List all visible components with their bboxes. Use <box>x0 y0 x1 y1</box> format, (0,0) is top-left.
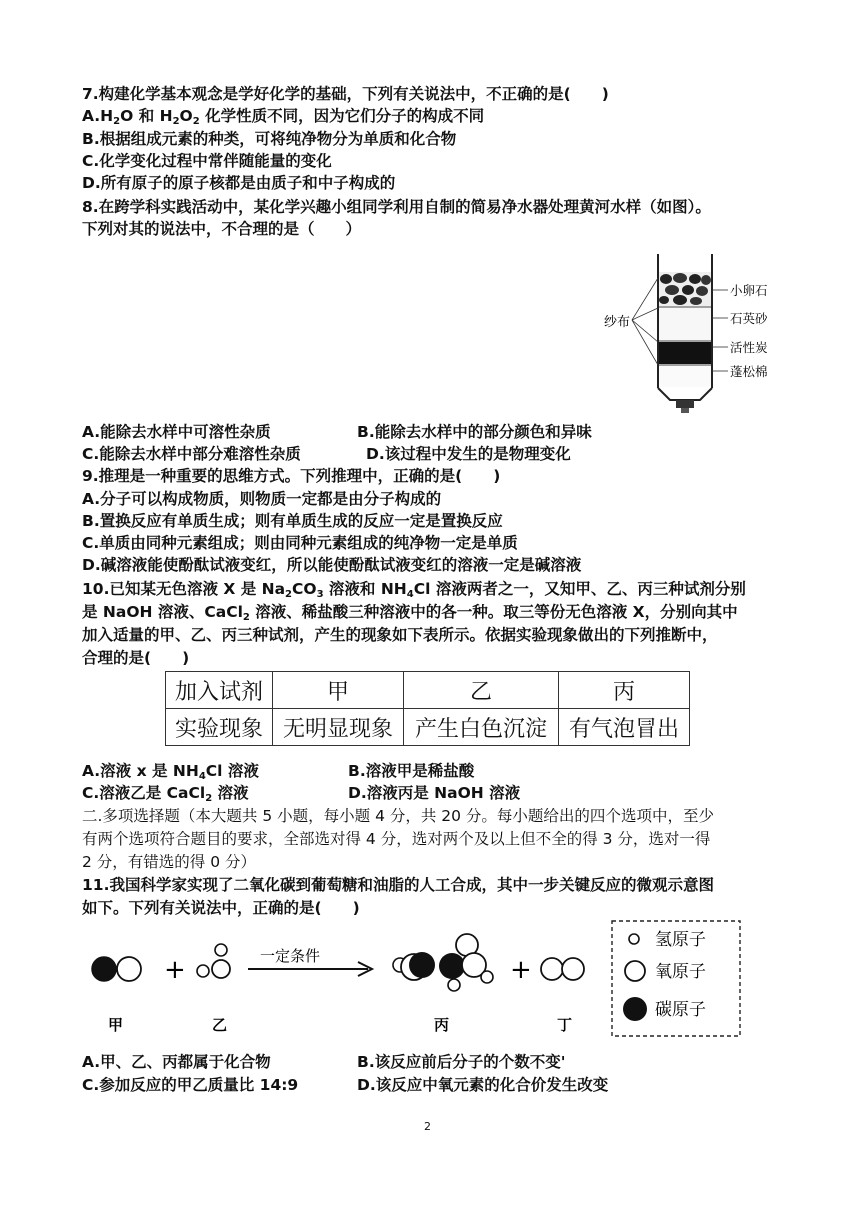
reaction-diagram <box>82 918 752 1046</box>
experiment-table <box>165 671 690 746</box>
table-cell: 乙 <box>404 672 559 709</box>
q10-option-d: D.溶液丙是 NaOH 溶液 <box>348 784 521 802</box>
q11-option-b: B.该反应前后分子的个数不变' <box>357 1053 566 1071</box>
water-filter-figure <box>600 248 790 413</box>
charcoal-layer <box>659 342 711 364</box>
plus-sign: + <box>510 955 532 985</box>
q8-stem-line2: 下列对其的说法中，不合理的是（ ） <box>82 220 362 238</box>
molecule-yi <box>197 944 230 978</box>
gauze-label: 纱布 <box>604 315 631 330</box>
table-cell: 无明显现象 <box>273 709 404 746</box>
layer-label-sand: 石英砂 <box>730 311 768 326</box>
q11-stem-line2: 如下。下列有关说法中，正确的是( ) <box>82 899 360 917</box>
q8-option-c: C.能除去水样中部分难溶性杂质 <box>82 445 301 463</box>
q9-option-c: C.单质由同种元素组成；则由同种元素组成的纯净物一定是单质 <box>82 534 518 552</box>
q9-option-d: D.碱溶液能使酚酞试液变红，所以能使酚酞试液变红的溶液一定是碱溶液 <box>82 556 582 574</box>
section2-line2: 有两个选项符合题目的要求，全部选对得 4 分，选对两个及以上但不全的得 3 分，选对一得 <box>82 830 711 848</box>
q9-option-b: B.置换反应有单质生成；则有单质生成的反应一定是置换反应 <box>82 512 503 530</box>
molecule-bing <box>393 934 493 991</box>
q8-option-b: B.能除去水样中的部分颜色和异味 <box>357 423 592 441</box>
q9-stem: 9.推理是一种重要的思维方式。下列推理中，正确的是( ) <box>82 467 501 485</box>
page-number: 2 <box>424 1120 431 1133</box>
q8-stem-line1: 8.在跨学科实践活动中，某化学兴趣小组同学利用自制的简易净水器处理黄河水样（如图）。 <box>82 198 711 216</box>
cotton-layer <box>659 365 711 387</box>
layer-label-pebble: 小卵石 <box>730 283 768 298</box>
reaction-arrow <box>248 947 372 976</box>
atom-legend <box>612 921 740 1036</box>
q8-option-d: D.该过程中发生的是物理变化 <box>366 445 571 463</box>
table-row <box>166 709 690 746</box>
q9-option-a: A.分子可以构成物质，则物质一定都是由分子构成的 <box>82 490 442 508</box>
section2-line3: 2 分，有错选的得 0 分） <box>82 853 257 871</box>
table-cell: 实验现象 <box>166 709 273 746</box>
table-cell: 产生白色沉淀 <box>404 709 559 746</box>
label-yi: 乙 <box>212 1016 228 1034</box>
table-cell: 加入试剂 <box>166 672 273 709</box>
q7-option-c: C.化学变化过程中常伴随能量的变化 <box>82 152 332 170</box>
q10-option-c: C.溶液乙是 CaCl$_2$ 溶液 <box>82 784 249 804</box>
table-row <box>166 672 690 709</box>
q11-stem-line1: 11.我国科学家实现了二氧化碳到葡萄糖和油脂的人工合成，其中一步关键反应的微观示意图 <box>82 876 714 894</box>
pebble-layer <box>659 272 711 306</box>
q7-option-a: $A.H_2O$ 和 $H_2O_2$ 化学性质不同，因为它们分子的构成不同 <box>82 107 485 127</box>
label-bing: 丙 <box>434 1016 450 1034</box>
q7-option-d: D.所有原子的原子核都是由质子和中子构成的 <box>82 174 396 192</box>
section2-line1: 二.多项选择题（本大题共 5 小题，每小题 4 分，共 20 分。每小题给出的四个选项中，至少 <box>82 807 714 825</box>
molecule-ding <box>541 958 584 980</box>
q10-stem-line4: 合理的是( ) <box>82 649 190 667</box>
q10-stem-line2: 是 NaOH 溶液、CaCl$_2$ 溶液、稀盐酸三种溶液中的各一种。取三等份无色溶液 X，分别向其中 <box>82 603 738 623</box>
label-ding: 丁 <box>557 1016 573 1034</box>
table-cell: 有气泡冒出 <box>559 709 690 746</box>
legend-hydrogen: 氢原子 <box>655 930 706 950</box>
q8-option-a: A.能除去水样中可溶性杂质 <box>82 423 271 441</box>
q7-stem: 7.构建化学基本观念是学好化学的基础，下列有关说法中，不正确的是( ) <box>82 85 609 103</box>
q10-option-b: B.溶液甲是稀盐酸 <box>348 762 475 780</box>
q10-stem-line3: 加入适量的甲、乙、丙三种试剂，产生的现象如下表所示。依据实验现象做出的下列推断中， <box>82 626 718 644</box>
q10-stem-line1: 10.已知某无色溶液 X 是 $Na_2CO_3$ 溶液和 $NH_4Cl$ 溶液两者之一，又知甲、乙、丙三种试剂分别 <box>82 580 746 600</box>
q11-option-a: A.甲、乙、丙都属于化合物 <box>82 1053 271 1071</box>
legend-oxygen: 氧原子 <box>655 962 706 982</box>
q7-option-b: B.根据组成元素的种类，可将纯净物分为单质和化合物 <box>82 130 457 148</box>
legend-carbon: 碳原子 <box>655 1000 706 1020</box>
molecule-jia <box>92 957 141 981</box>
q11-option-c: C.参加反应的甲乙质量比 14:9 <box>82 1076 299 1094</box>
plus-sign: + <box>164 955 186 985</box>
table-cell: 甲 <box>273 672 404 709</box>
q11-option-d: D.该反应中氧元素的化合价发生改变 <box>357 1076 609 1094</box>
q10-option-a: A.溶液 x 是 $NH_4Cl$ 溶液 <box>82 762 259 782</box>
layer-label-charcoal: 活性炭 <box>730 340 768 355</box>
label-jia: 甲 <box>108 1016 124 1034</box>
layer-label-cotton: 蓬松棉 <box>730 364 768 379</box>
table-cell: 丙 <box>559 672 690 709</box>
sand-layer <box>659 308 711 340</box>
reaction-condition: 一定条件 <box>260 947 321 965</box>
